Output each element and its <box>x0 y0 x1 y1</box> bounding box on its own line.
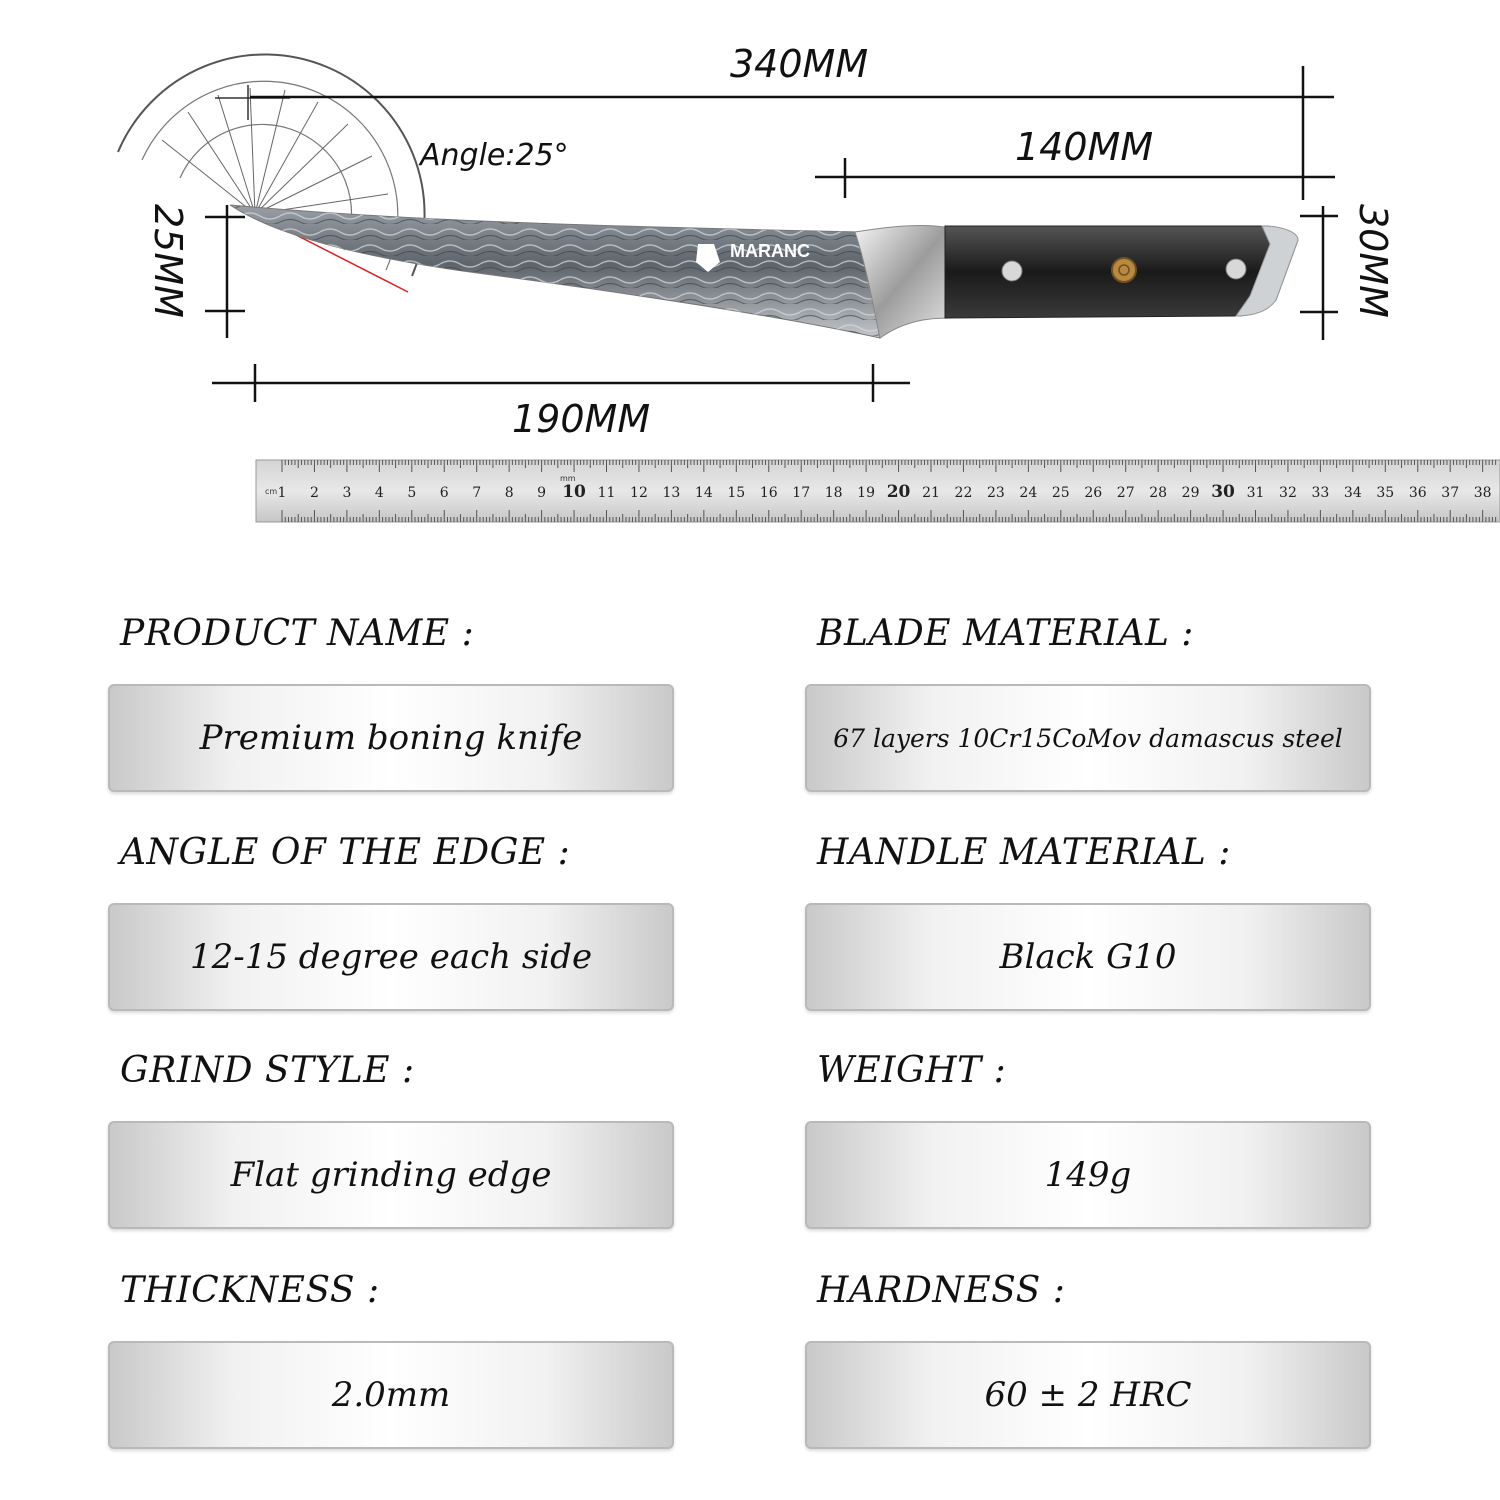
spec-label: HANDLE MATERIAL : <box>817 832 1231 873</box>
spec-label: WEIGHT : <box>817 1050 1007 1091</box>
blade-height-label: 25MM <box>146 204 190 318</box>
ruler-number: 7 <box>472 485 482 501</box>
spec-value-box: 12-15 degree each side <box>108 903 674 1011</box>
ruler-number: 25 <box>1051 485 1070 501</box>
ruler-number: 33 <box>1311 485 1330 501</box>
ruler-number: 21 <box>922 485 940 501</box>
ruler-number: 11 <box>597 485 616 501</box>
ruler-number: 12 <box>630 485 648 501</box>
ruler-number: 35 <box>1376 485 1395 501</box>
ruler-number: 23 <box>986 485 1005 501</box>
brand-name: MARANC <box>730 241 810 261</box>
ruler-number: 31 <box>1246 485 1265 501</box>
spec-value-box: Black G10 <box>805 903 1371 1011</box>
spec-value-box: 67 layers 10Cr15CoMov damascus steel <box>805 684 1371 792</box>
ruler-number: 27 <box>1116 485 1135 501</box>
spec-label: ANGLE OF THE EDGE : <box>120 832 571 873</box>
ruler-number: 6 <box>439 485 449 501</box>
ruler-number: 18 <box>824 485 843 501</box>
ruler-number: 3 <box>342 485 352 501</box>
ruler-number: 1 <box>277 485 287 501</box>
knife <box>230 205 1298 338</box>
spec-value-box: 60 ± 2 HRC <box>805 1341 1371 1449</box>
handle-mosaic-pin <box>1112 258 1136 282</box>
handle-rivet <box>1002 261 1022 281</box>
spec-label: BLADE MATERIAL : <box>817 613 1194 654</box>
ruler-number: 28 <box>1149 485 1168 501</box>
ruler-number: 37 <box>1441 485 1460 501</box>
blade-length-label: 190MM <box>512 397 651 441</box>
ruler-number: 8 <box>504 485 514 501</box>
ruler-number: 13 <box>662 485 681 501</box>
ruler-number: 24 <box>1019 485 1038 501</box>
ruler-number: 10 <box>562 482 586 502</box>
ruler-number: 32 <box>1279 485 1297 501</box>
ruler-number: 34 <box>1343 485 1362 501</box>
ruler-unit-mm: mm <box>560 474 576 483</box>
ruler-number: 4 <box>374 485 384 501</box>
ruler-number: 17 <box>792 485 811 501</box>
ruler <box>256 460 1500 522</box>
overall-length-label: 340MM <box>730 42 869 86</box>
spec-value-box: Premium boning knife <box>108 684 674 792</box>
ruler-number: 29 <box>1181 485 1200 501</box>
ruler-number: 22 <box>954 485 973 501</box>
ruler-number: 36 <box>1408 485 1427 501</box>
ruler-unit-cm: cm <box>265 487 278 496</box>
handle-height-label: 30MM <box>1351 204 1395 318</box>
ruler-number: 9 <box>537 485 547 501</box>
ruler-number: 38 <box>1473 485 1492 501</box>
spec-value-box: Flat grinding edge <box>108 1121 674 1229</box>
spec-label: THICKNESS : <box>120 1270 380 1311</box>
ruler-number: 2 <box>309 485 319 501</box>
spec-label: PRODUCT NAME : <box>120 613 475 654</box>
spec-label: HARDNESS : <box>817 1270 1066 1311</box>
spec-value-box: 149g <box>805 1121 1371 1229</box>
ruler-number: 15 <box>727 485 746 501</box>
angle-label: Angle:25° <box>420 138 569 173</box>
ruler-number: 20 <box>886 482 911 502</box>
ruler-number: 30 <box>1211 482 1235 502</box>
ruler-number: 26 <box>1084 485 1103 501</box>
handle-rivet <box>1226 259 1246 279</box>
ruler-number: 14 <box>694 485 713 501</box>
spec-label: GRIND STYLE : <box>120 1050 415 1091</box>
ruler-number: 19 <box>857 485 876 501</box>
handle-length-label: 140MM <box>1015 125 1154 169</box>
spec-value-box: 2.0mm <box>108 1341 674 1449</box>
knife-dimension-figure <box>0 0 1500 560</box>
ruler-number: 5 <box>407 485 417 501</box>
ruler-number: 16 <box>759 485 778 501</box>
